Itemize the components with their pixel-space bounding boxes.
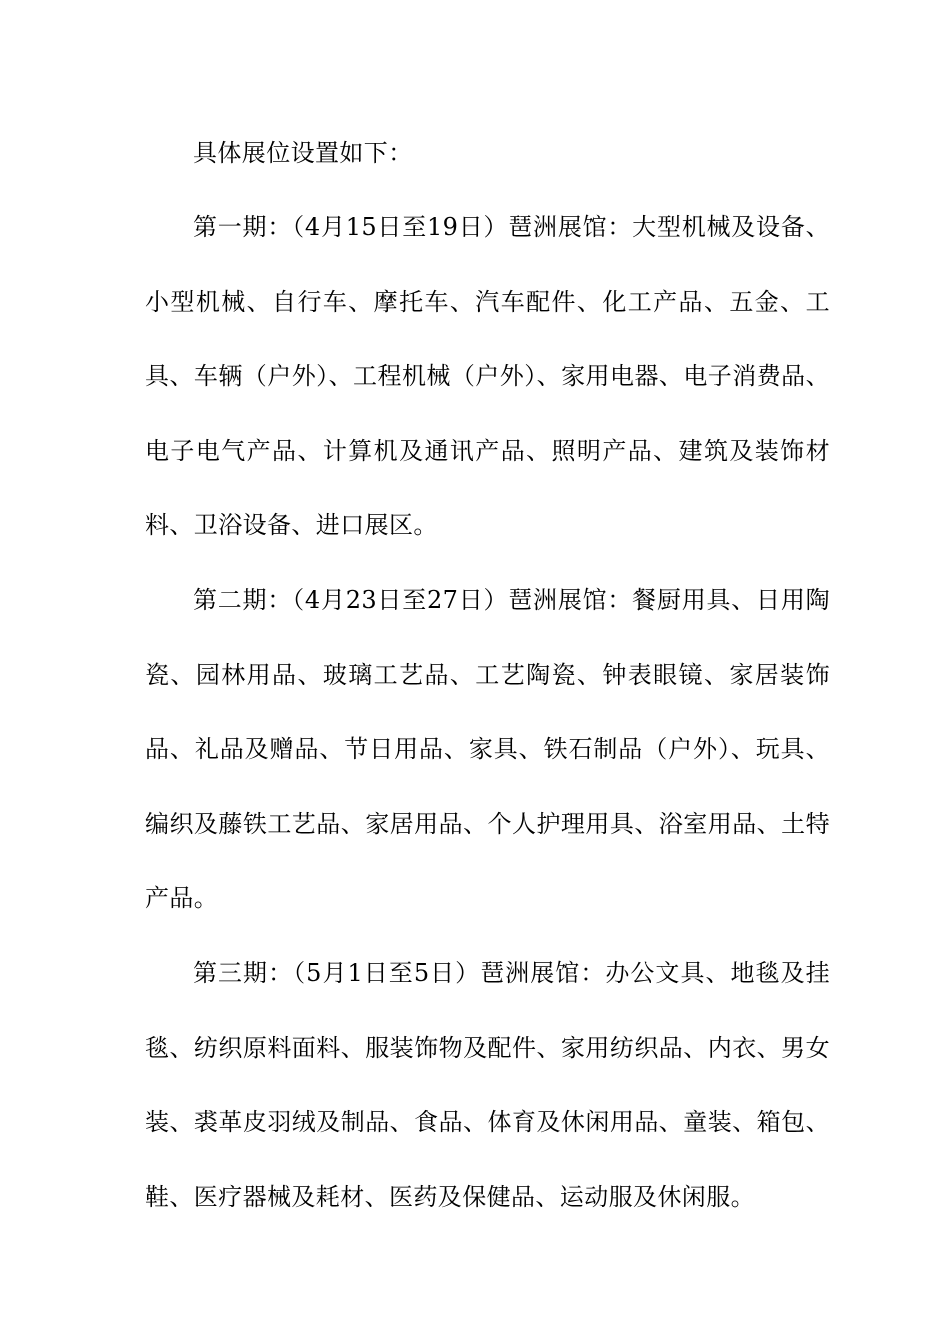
- phase-two-paragraph: 第二期：（4月23日至27日）琶洲展馆：餐厨用具、日用陶瓷、园林用品、玻璃工艺品、工艺陶瓷、钟表眼镜、家居装饰品、礼品及赠品、节日用品、家具、铁石制品（户外）、玩具、编织及藤铁工艺品、家居用品、个人护理用具、浴室用品、土特产品。: [145, 586, 830, 912]
- phase-three-paragraph: 第三期：（5月1日至5日）琶洲展馆：办公文具、地毯及挂毯、纺织原料面料、服装饰物及配件、家用纺织品、内衣、男女装、裘革皮羽绒及制品、食品、体育及休闲用品、童装、箱包、鞋、医疗器械及耗材、医药及保健品、运动服及休闲服。: [145, 959, 830, 1211]
- phase-one-paragraph: 第一期：（4月15日至19日）琶洲展馆：大型机械及设备、小型机械、自行车、摩托车、汽车配件、化工产品、五金、工具、车辆（户外）、工程机械（户外）、家用电器、电子消费品、电子电气产品、计算机及通讯产品、照明产品、建筑及装饰材料、卫浴设备、进口展区。: [145, 213, 830, 539]
- intro-paragraph: 具体展位设置如下：: [193, 139, 413, 167]
